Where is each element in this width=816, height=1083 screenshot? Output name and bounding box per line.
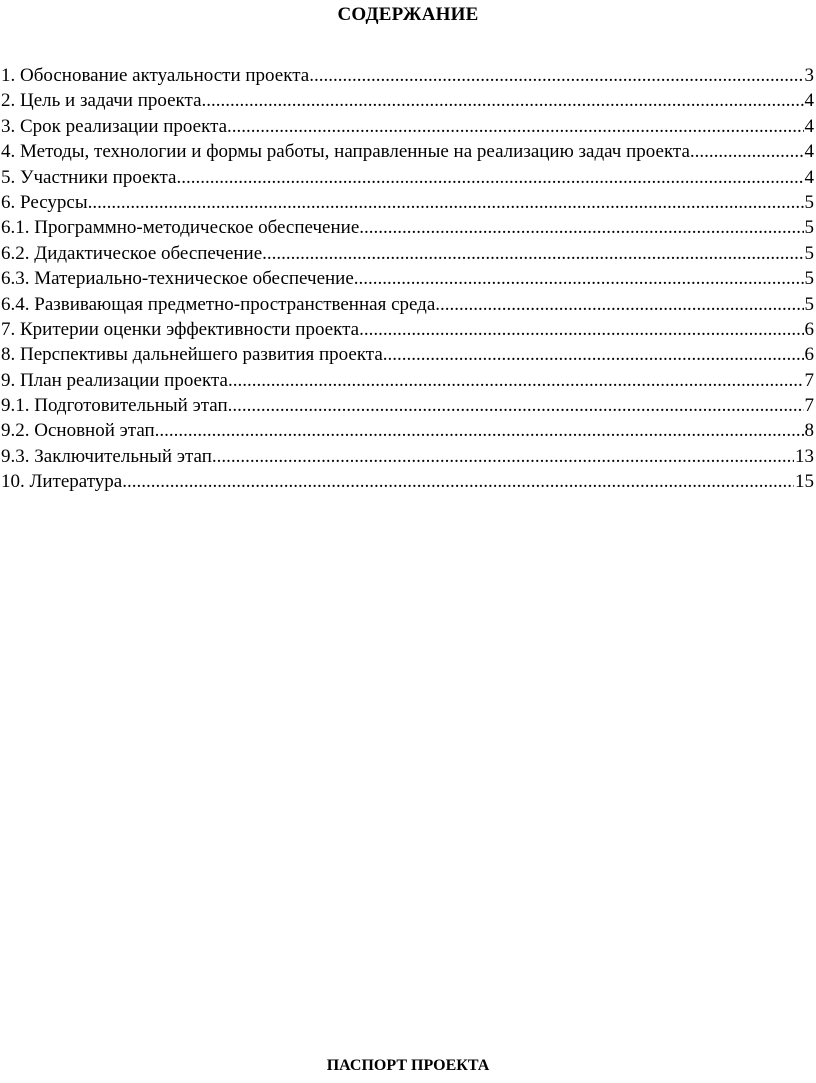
toc-entry-page: 6	[804, 344, 814, 366]
toc-entry[interactable]	[1, 469, 814, 494]
toc-leader-dots	[228, 368, 804, 393]
toc-leader-dots	[228, 393, 804, 418]
toc-entry-page: 3	[804, 65, 814, 86]
toc-entry-label: 6.2. Дидактическое обеспечение	[1, 242, 263, 264]
toc-entry-page: 8	[804, 420, 814, 442]
toc-entry[interactable]	[1, 444, 814, 469]
toc-entry-label: 4. Методы, технологии и формы работы, направленные на реализацию задач проекта	[1, 141, 690, 163]
toc-entry-label: 6.4. Развивающая предметно-пространственная среда	[1, 293, 436, 315]
toc-leader-dots	[690, 139, 804, 164]
toc-title: СОДЕРЖАНИЕ	[337, 4, 479, 25]
toc-entry-page: 5	[804, 293, 814, 315]
toc-entry-label: 3. Срок реализации проекта	[1, 115, 228, 137]
toc-entry-page: 4	[804, 141, 814, 163]
toc-entry-label: 6. Ресурсы	[1, 191, 88, 213]
toc-leader-dots	[262, 241, 803, 266]
toc-entry-label: 6.3. Материально-техническое обеспечение	[1, 268, 354, 290]
toc-entry-label: 8. Перспективы дальнейшего развития проекта	[1, 344, 383, 366]
toc-leader-dots	[435, 292, 803, 317]
toc-entry-page: 7	[804, 395, 814, 417]
toc-entry-label: 9.3. Заключительный этап	[1, 445, 212, 467]
toc-entry-label: 5. Участники проекта	[1, 166, 177, 188]
toc-leader-dots	[359, 317, 803, 342]
toc-entry-label: 10. Литература	[1, 471, 123, 493]
toc-leader-dots	[383, 342, 804, 367]
toc-entry[interactable]	[1, 241, 814, 266]
toc-entry[interactable]	[1, 368, 814, 393]
toc-entry[interactable]	[1, 317, 814, 342]
toc-leader-dots	[212, 444, 794, 469]
toc-leader-dots	[359, 215, 803, 240]
toc-leader-dots	[202, 88, 804, 113]
toc-entry-page: 4	[804, 90, 814, 112]
toc-entry[interactable]	[1, 292, 814, 317]
section-heading-passport: ПАСПОРТ ПРОЕКТА	[326, 1057, 490, 1074]
toc-entry-label: 7. Критерии оценки эффективности проекта	[1, 318, 360, 340]
toc-leader-dots	[227, 114, 803, 139]
toc-entry[interactable]	[1, 215, 814, 240]
toc-entry-label: 9. План реализации проекта	[1, 369, 228, 391]
table-of-contents	[1, 63, 814, 495]
toc-leader-dots	[88, 190, 804, 215]
toc-entry[interactable]	[1, 63, 814, 88]
toc-leader-dots	[309, 63, 803, 88]
toc-entry-page: 13	[795, 445, 814, 467]
toc-entry[interactable]	[1, 342, 814, 367]
toc-entry-page: 4	[804, 115, 814, 137]
toc-entry[interactable]	[1, 418, 814, 443]
toc-entry-label: 9.1. Подготовительный этап	[1, 395, 228, 417]
toc-entry-page: 5	[804, 191, 814, 213]
toc-entry-label: 2. Цель и задачи проекта	[1, 90, 202, 112]
toc-entry-label: 1. Обоснование актуальности проекта	[1, 65, 310, 86]
toc-entry-page: 5	[804, 242, 814, 264]
toc-entry[interactable]	[1, 139, 814, 164]
toc-leader-dots	[176, 165, 803, 190]
toc-leader-dots	[122, 469, 794, 494]
toc-entry-page: 5	[804, 217, 814, 239]
toc-entry-label: 6.1. Программно-методическое обеспечение	[1, 217, 360, 239]
toc-leader-dots	[155, 418, 804, 443]
toc-entry-page: 15	[795, 471, 814, 493]
toc-entry-page: 4	[804, 166, 814, 188]
toc-entry[interactable]	[1, 88, 814, 113]
toc-entry[interactable]	[1, 266, 814, 291]
toc-entry[interactable]	[1, 190, 814, 215]
toc-entry[interactable]	[1, 165, 814, 190]
toc-entry[interactable]	[1, 114, 814, 139]
toc-entry-page: 6	[804, 318, 814, 340]
toc-leader-dots	[354, 266, 804, 291]
toc-entry[interactable]	[1, 393, 814, 418]
toc-entry-label: 9.2. Основной этап	[1, 420, 155, 442]
toc-entry-page: 7	[804, 369, 814, 391]
toc-entry-page: 5	[804, 268, 814, 290]
